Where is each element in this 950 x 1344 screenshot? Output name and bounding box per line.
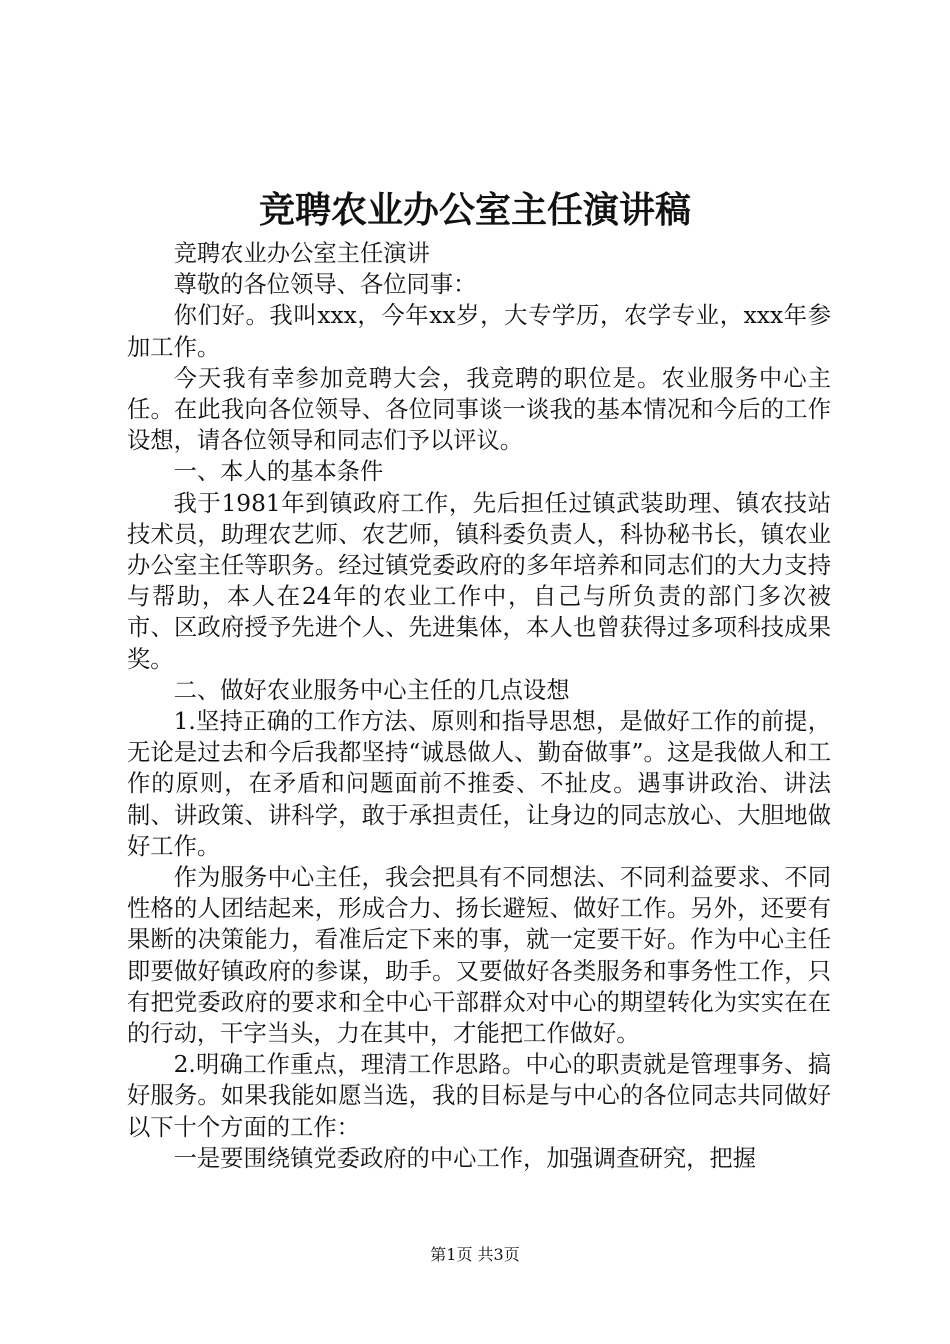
paragraph: 作为服务中心主任，我会把具有不同想法、不同利益要求、不同性格的人团结起来，形成合力、扬长避短、做好工作。另外，还要有果断的决策能力，看准后定下来的事，就一定要干好。作为中心主任即要做好镇政府的参谋，助手。又要做好各类服务和事务性工作，只有把党委政府的要求和全中心干部群众对中心的期望转化为实实在在的行动，干字当头，力在其中，才能把工作做好。 — [127, 864, 831, 1048]
paragraph: 1.坚持正确的工作方法、原则和指导思想，是做好工作的前提，无论是过去和今后我都坚持“诚恳做人、勤奋做事”。这是我做人和工作的原则，在矛盾和问题面前不推委、不扯皮。遇事讲政治、讲法制、讲政策、讲科学，敢于承担责任，让身边的同志放心、大胆地做好工作。 — [127, 708, 831, 860]
document-body — [127, 238, 831, 1174]
page-number-footer: 第1页 共3页 — [430, 1245, 520, 1264]
paragraph: 我于1981年到镇政府工作，先后担任过镇武装助理、镇农技站技术员，助理农艺师、农艺师，镇科委负责人，科协秘书长，镇农业办公室主任等职务。经过镇党委政府的多年培养和同志们的大力支持与帮助，本人在24年的农业工作中，自己与所负责的部门多次被市、区政府授予先进个人、先进集体，本人也曾获得过多项科技成果奖。 — [127, 489, 831, 673]
paragraph: 竞聘农业办公室主任演讲 — [173, 240, 430, 267]
section-heading: 二、做好农业服务中心主任的几点设想 — [173, 676, 570, 704]
document-title: 竞聘农业办公室主任演讲稿 — [258, 189, 691, 231]
paragraph: 一是要围绕镇党委政府的中心工作，加强调查研究，把握 — [173, 1144, 757, 1172]
paragraph: 今天我有幸参加竞聘大会，我竞聘的职位是。农业服务中心主任。在此我向各位领导、各位同事谈一谈我的基本情况和今后的工作设想，请各位领导和同志们予以评议。 — [127, 364, 831, 455]
paragraph: 2.明确工作重点，理清工作思路。中心的职责就是管理事务、搞好服务。如果我能如愿当选，我的目标是与中心的各位同志共同做好以下十个方面的工作： — [127, 1051, 831, 1141]
paragraph: 你们好。我叫xxx，今年xx岁，大专学历，农学专业，xxx年参加工作。 — [127, 302, 831, 361]
paragraph: 尊敬的各位领导、各位同事： — [173, 271, 477, 299]
section-heading: 一、本人的基本条件 — [173, 458, 384, 486]
